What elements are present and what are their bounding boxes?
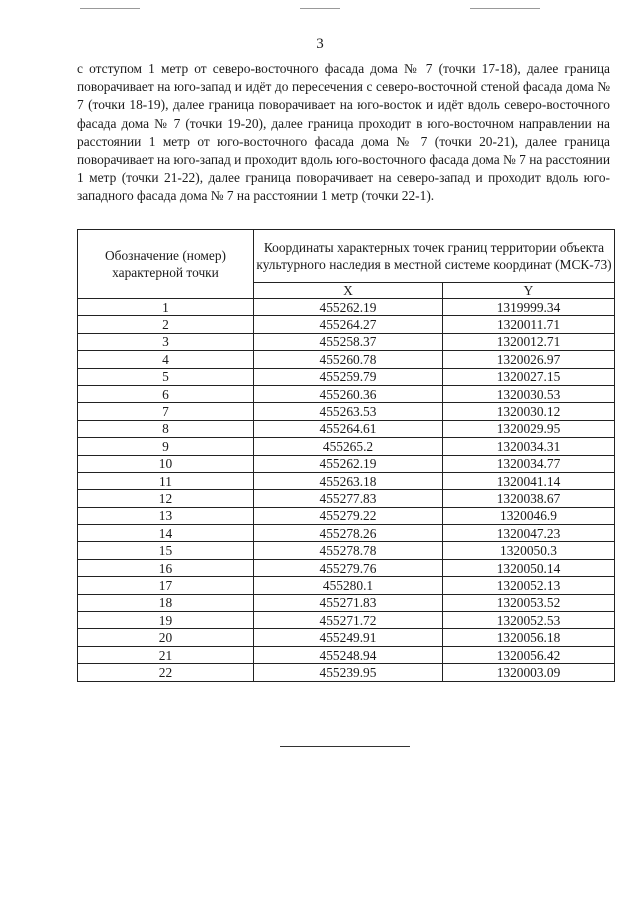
x-coordinate-cell: 455239.95 [254, 664, 443, 681]
point-number-cell: 17 [78, 577, 254, 594]
point-number-cell: 5 [78, 368, 254, 385]
table-row [78, 612, 615, 629]
y-coordinate-cell: 1320011.71 [443, 316, 615, 333]
point-number-cell: 14 [78, 525, 254, 542]
header-point-number: Обозначение (номер) характерной точки [78, 230, 254, 299]
y-coordinate-cell: 1320027.15 [443, 368, 615, 385]
table-row [78, 316, 615, 333]
table-row [78, 594, 615, 611]
x-coordinate-cell: 455259.79 [254, 368, 443, 385]
header-coordinates: Координаты характерных точек границ территории объекта культурного наследия в местной системе координат (МСК-73) [254, 230, 615, 283]
closing-divider [280, 746, 410, 747]
table-row [78, 333, 615, 350]
y-coordinate-cell: 1320038.67 [443, 490, 615, 507]
table-row [78, 438, 615, 455]
x-coordinate-cell: 455279.76 [254, 559, 443, 576]
page-number: 3 [316, 36, 324, 52]
point-number-cell: 10 [78, 455, 254, 472]
x-coordinate-cell: 455258.37 [254, 333, 443, 350]
coordinates-table [77, 229, 615, 682]
point-number-cell: 3 [78, 333, 254, 350]
x-coordinate-cell: 455264.27 [254, 316, 443, 333]
y-coordinate-cell: 1320047.23 [443, 525, 615, 542]
y-coordinate-cell: 1319999.34 [443, 299, 615, 316]
point-number-cell: 12 [78, 490, 254, 507]
x-coordinate-cell: 455279.22 [254, 507, 443, 524]
y-coordinate-cell: 1320026.97 [443, 351, 615, 368]
table-row [78, 542, 615, 559]
table-row [78, 420, 615, 437]
x-coordinate-cell: 455277.83 [254, 490, 443, 507]
point-number-cell: 1 [78, 299, 254, 316]
x-coordinate-cell: 455278.78 [254, 542, 443, 559]
y-coordinate-cell: 1320050.14 [443, 559, 615, 576]
y-coordinate-cell: 1320052.53 [443, 612, 615, 629]
x-coordinate-cell: 455263.53 [254, 403, 443, 420]
y-coordinate-cell: 1320052.13 [443, 577, 615, 594]
point-number-cell: 7 [78, 403, 254, 420]
y-coordinate-cell: 1320029.95 [443, 420, 615, 437]
x-coordinate-cell: 455260.78 [254, 351, 443, 368]
x-coordinate-cell: 455249.91 [254, 629, 443, 646]
point-number-cell: 11 [78, 472, 254, 489]
table-row [78, 403, 615, 420]
y-coordinate-cell: 1320034.31 [443, 438, 615, 455]
y-coordinate-cell: 1320050.3 [443, 542, 615, 559]
table-row [78, 455, 615, 472]
table-row [78, 525, 615, 542]
table-row [78, 385, 615, 402]
point-number-cell: 18 [78, 594, 254, 611]
y-coordinate-cell: 1320056.42 [443, 646, 615, 663]
table-row [78, 507, 615, 524]
point-number-cell: 13 [78, 507, 254, 524]
y-coordinate-cell: 1320053.52 [443, 594, 615, 611]
table-row [78, 351, 615, 368]
table-row [78, 559, 615, 576]
point-number-cell: 4 [78, 351, 254, 368]
table-row [78, 299, 615, 316]
x-coordinate-cell: 455248.94 [254, 646, 443, 663]
point-number-cell: 22 [78, 664, 254, 681]
y-coordinate-cell: 1320030.53 [443, 385, 615, 402]
coordinates-table-body [78, 299, 615, 682]
x-coordinate-cell: 455264.61 [254, 420, 443, 437]
scan-edge-mark [300, 8, 340, 9]
x-coordinate-cell: 455278.26 [254, 525, 443, 542]
x-coordinate-cell: 455263.18 [254, 472, 443, 489]
x-coordinate-cell: 455265.2 [254, 438, 443, 455]
table-row [78, 577, 615, 594]
point-number-cell: 19 [78, 612, 254, 629]
y-coordinate-cell: 1320012.71 [443, 333, 615, 350]
table-row [78, 490, 615, 507]
point-number-cell: 8 [78, 420, 254, 437]
point-number-cell: 21 [78, 646, 254, 663]
x-coordinate-cell: 455271.83 [254, 594, 443, 611]
x-coordinate-cell: 455280.1 [254, 577, 443, 594]
body-paragraph: с отступом 1 метр от северо-восточного фасада дома № 7 (точки 17-18), далее граница поворачивает на юго-запад и идёт до пересечения с северо-восточной стеной фасада дома № 7 (точки 18-19), далее граница поворачивает на юго-восток и идёт вдоль северо-восточного фасада дома № 7 (точки 19-20), далее граница проходит в юго-восточном направлении на расстоянии 1 метр от юго-восточного фасада дома № 7 (точки 20-21), далее граница поворачивает на юго-запад и проходит вдоль юго-восточного фасада дома № 7 на расстоянии 1 метр (точки 21-22), далее граница поворачивает на северо-запад и проходит вдоль юго-западного фасада дома № 7 на расстоянии 1 метр (точки 22-1). [77, 61, 610, 204]
table-row [78, 664, 615, 681]
point-number-cell: 15 [78, 542, 254, 559]
x-coordinate-cell: 455262.19 [254, 299, 443, 316]
header-y: Y [443, 283, 615, 299]
scan-edge-mark [470, 8, 540, 9]
header-x: X [254, 283, 443, 299]
y-coordinate-cell: 1320046.9 [443, 507, 615, 524]
table-row [78, 472, 615, 489]
y-coordinate-cell: 1320030.12 [443, 403, 615, 420]
x-coordinate-cell: 455262.19 [254, 455, 443, 472]
table-row [78, 368, 615, 385]
y-coordinate-cell: 1320041.14 [443, 472, 615, 489]
table-row [78, 646, 615, 663]
scan-edge-mark [80, 8, 140, 9]
x-coordinate-cell: 455260.36 [254, 385, 443, 402]
point-number-cell: 20 [78, 629, 254, 646]
y-coordinate-cell: 1320056.18 [443, 629, 615, 646]
y-coordinate-cell: 1320034.77 [443, 455, 615, 472]
y-coordinate-cell: 1320003.09 [443, 664, 615, 681]
point-number-cell: 16 [78, 559, 254, 576]
point-number-cell: 6 [78, 385, 254, 402]
point-number-cell: 9 [78, 438, 254, 455]
table-row [78, 629, 615, 646]
x-coordinate-cell: 455271.72 [254, 612, 443, 629]
point-number-cell: 2 [78, 316, 254, 333]
